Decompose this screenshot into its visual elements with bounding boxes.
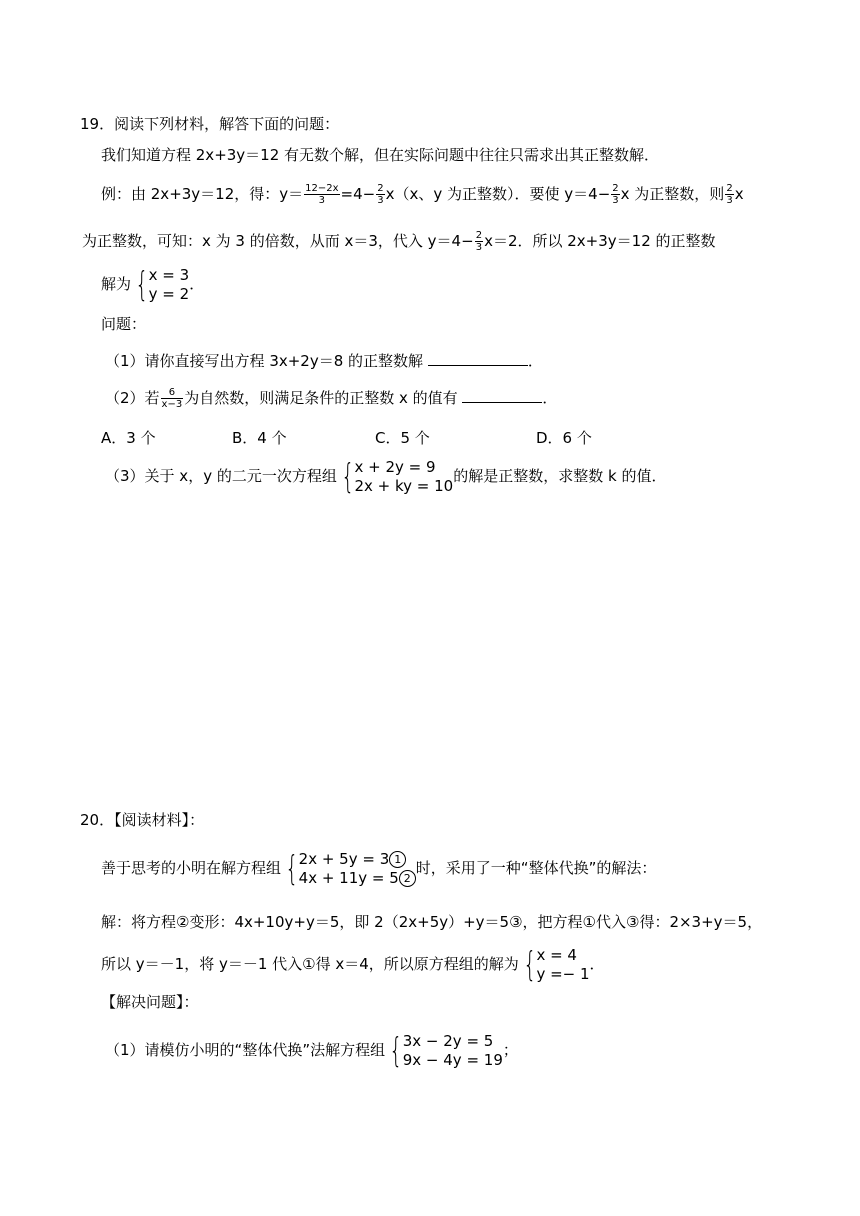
equation: y = 2 (148, 284, 190, 303)
equation-system (337, 458, 453, 496)
equation-text: 4x + 11y = 5 (298, 868, 399, 887)
fraction-numerator: 2 (726, 183, 733, 194)
q20-line1 (101, 848, 656, 888)
fraction-numerator: 2 (475, 230, 483, 241)
q19-title: 19．阅读下列材料，解答下面的问题： (80, 115, 340, 133)
q19-intro-line: 我们知道方程 2x+3y＝12 有无数个解，但在实际问题中往往只需求出其正整数解． (101, 146, 660, 164)
fraction-denominator: 3 (612, 195, 619, 206)
equation: x = 3 (148, 265, 190, 284)
fraction-numerator: 2 (612, 183, 619, 194)
q19-part1-end: ． (527, 352, 543, 370)
fraction-numerator: 12−2x (305, 183, 339, 194)
q19-line3-text-a: 为正整数，可知：x 为 3 的倍数，从而 x＝3，代入 y＝4− (82, 232, 474, 250)
q20-solution-end: ． (589, 955, 605, 973)
q20-line3 (101, 944, 605, 984)
q20-part1-end: ； (502, 1041, 518, 1059)
q19-example-text-e: x (734, 185, 744, 203)
q19-solution-end: ． (189, 275, 205, 293)
q19-part3 (105, 456, 666, 496)
q19-part1 (105, 351, 543, 371)
q19-solution-prefix: 解为 (101, 275, 132, 293)
q20-solve-label: 【解决问题】： (101, 993, 199, 1011)
q19-part3-text-b: 的解是正整数，求整数 k 的值． (453, 467, 667, 485)
equation-system (519, 946, 590, 984)
q19-example-text-a: 例：由 2x+3y＝12，得：y＝ (101, 185, 304, 203)
fraction-denominator: 3 (377, 195, 384, 206)
circled-number-icon: 2 (399, 870, 416, 887)
q20-part1-text: （1）请模仿小明的“整体代换”法解方程组 (105, 1041, 386, 1059)
fraction-numerator: 2 (377, 183, 384, 194)
equation-system (281, 850, 416, 888)
q19-part2-text-b: 为自然数，则满足条件的正整数 x 的值有 (184, 389, 458, 407)
equation: x = 4 (536, 945, 577, 964)
option-d[interactable]: D．6 个 (536, 429, 592, 447)
fraction-denominator: 3 (726, 195, 733, 206)
option-c[interactable]: C．5 个 (375, 429, 430, 447)
q19-solution-line (101, 264, 204, 304)
q19-line3-text-b: x＝2．所以 2x+3y＝12 的正整数 (484, 232, 716, 250)
q20-line3-text-a: 所以 y＝－1，将 y＝－1 代入①得 x＝4，所以原方程组的解为 (101, 955, 519, 973)
q20-title: 20．【阅读材料】： (80, 811, 205, 829)
option-a[interactable]: A．3 个 (101, 429, 156, 447)
equation-text: 2x + 5y = 3 (298, 849, 390, 868)
option-b[interactable]: B．4 个 (232, 429, 287, 447)
answer-blank[interactable] (428, 351, 528, 366)
q20-line2: 解：将方程②变形：4x+10y+y＝5，即 2（2x+5y）+y＝5③，把方程①代入③得：2×3+y＝5， (101, 913, 763, 931)
left-brace-icon: { (285, 848, 299, 889)
equation-system (131, 266, 189, 304)
fraction-6-over-x-3 (161, 387, 184, 410)
equation: 3x − 2y = 5 (402, 1031, 494, 1050)
q19-part3-text-a: （3）关于 x，y 的二元一次方程组 (105, 467, 337, 485)
equation: y =− 1 (536, 964, 590, 983)
left-brace-icon: { (389, 1030, 403, 1071)
left-brace-icon: { (341, 456, 355, 497)
q19-example-text-b: =4− (340, 185, 376, 203)
q19-problem-label: 问题： (101, 315, 147, 333)
q19-example-line (101, 183, 744, 206)
answer-blank[interactable] (462, 388, 542, 403)
q20-part1 (105, 1030, 518, 1070)
q20-line1-text-a: 善于思考的小明在解方程组 (101, 859, 282, 877)
left-brace-icon: { (135, 264, 149, 305)
q20-line1-text-b: 时，采用了一种“整体代换”的解法： (415, 859, 657, 877)
q19-example-text-d: x 为正整数，则 (620, 185, 725, 203)
q19-part2-end: ． (542, 389, 558, 407)
equation: 9x − 4y = 19 (402, 1050, 503, 1069)
fraction-2-over-3 (475, 230, 483, 253)
left-brace-icon: { (523, 944, 537, 985)
fraction-12-2x-over-3 (304, 183, 339, 206)
equation-system (385, 1032, 503, 1070)
fraction-2-over-3 (725, 183, 733, 206)
circled-number-icon: 1 (389, 851, 406, 868)
fraction-2-over-3 (611, 183, 619, 206)
fraction-numerator: 6 (161, 387, 184, 399)
equation (299, 850, 416, 869)
fraction-denominator: 3 (318, 195, 326, 206)
fraction-denominator: 3 (475, 242, 483, 253)
q19-part2 (105, 387, 557, 410)
q19-part2-text-a: （2）若 (105, 389, 160, 407)
equation: 2x + ky = 10 (354, 476, 454, 495)
q19-line3 (82, 230, 716, 253)
fraction-2-over-3 (376, 183, 384, 206)
q19-part1-text: （1）请你直接写出方程 3x+2y＝8 的正整数解 (105, 352, 424, 370)
equation: x + 2y = 9 (354, 457, 436, 476)
q19-example-text-c: x（x、y 为正整数）．要使 y＝4− (385, 185, 611, 203)
fraction-denominator: x−3 (161, 399, 183, 410)
equation (299, 869, 416, 888)
